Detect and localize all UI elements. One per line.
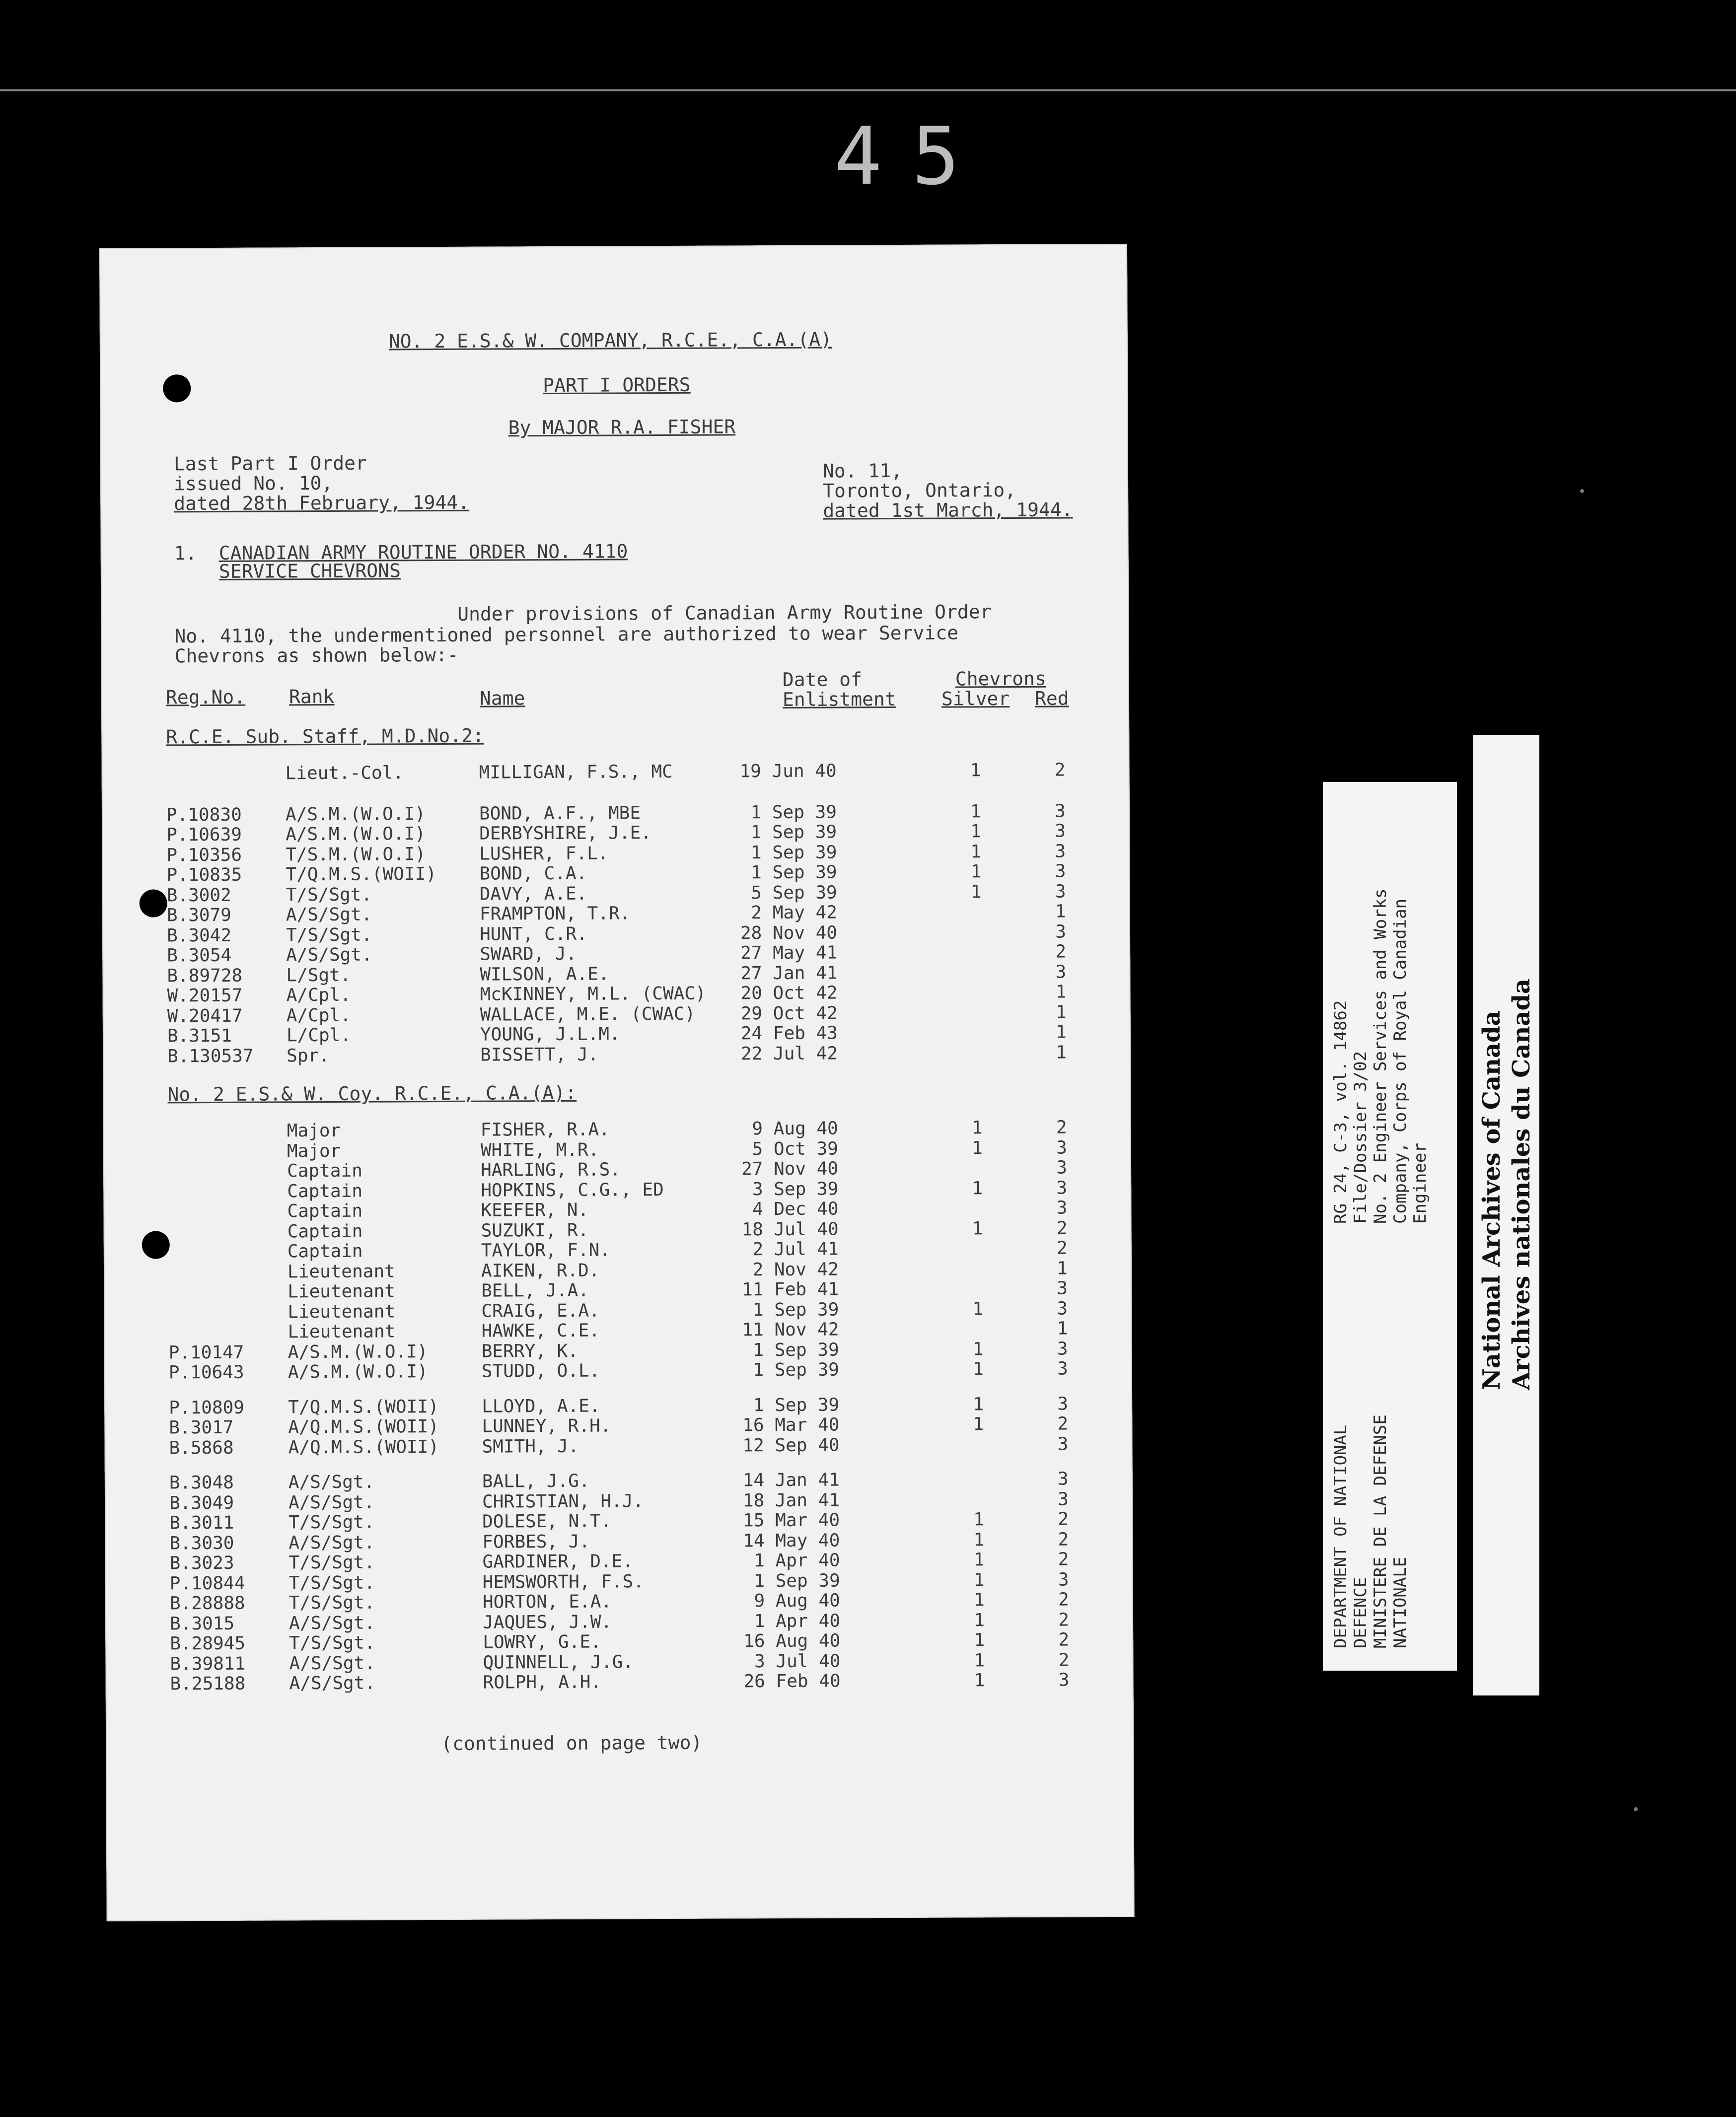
enlistment-date-cell: 1 Sep 39 (753, 1359, 839, 1381)
name-cell: KEEFER, N. (481, 1200, 589, 1221)
enlistment-date-cell: 19 Jun 40 (739, 761, 837, 782)
red-chevron-cell: 3 (1055, 962, 1067, 983)
enlistment-date-cell: 29 Oct 42 (740, 1003, 838, 1024)
enlistment-date-cell: 4 Dec 40 (752, 1199, 839, 1220)
enlistment-date-cell: 1 Sep 39 (750, 802, 837, 823)
ref-line-3: No. 2 Engineer Services and Works (1371, 888, 1390, 1224)
name-cell: SUZUKI, R. (481, 1220, 589, 1241)
red-chevron-cell: 2 (1054, 760, 1066, 780)
red-chevron-cell: 3 (1057, 1358, 1068, 1379)
red-chevron-cell: 1 (1055, 982, 1067, 1002)
rank-cell: T/S/Sgt. (286, 884, 372, 905)
reg-no-cell: W.20157 (167, 985, 243, 1006)
rank-cell: L/Cpl. (286, 1025, 352, 1046)
silver-chevron-cell: 1 (972, 1178, 983, 1199)
col-header-chevrons: Chevrons (955, 667, 1046, 690)
enlistment-date-cell: 11 Feb 41 (741, 1279, 839, 1300)
name-cell: CRAIG, E.A. (481, 1300, 600, 1322)
enlistment-date-cell: 1 Sep 39 (754, 1570, 840, 1591)
paragraph-line-3: Chevrons as shown below:- (174, 643, 459, 667)
silver-chevron-cell: 1 (971, 1118, 983, 1138)
col-header-name: Name (479, 687, 525, 709)
red-chevron-cell: 3 (1055, 841, 1066, 862)
rank-cell: T/S/Sgt. (289, 1572, 375, 1593)
reg-no-cell: B.3023 (169, 1552, 234, 1574)
red-chevron-cell: 2 (1058, 1529, 1069, 1550)
item-title: CANADIAN ARMY ROUTINE ORDER NO. 4110 (218, 540, 628, 564)
punch-hole (163, 374, 191, 402)
name-cell: LUNNEY, R.H. (482, 1415, 611, 1437)
name-cell: HORTON, E.A. (482, 1591, 612, 1613)
red-chevron-cell: 2 (1058, 1610, 1070, 1630)
order-date: dated 1st March, 1944. (823, 498, 1073, 522)
archive-reference-label (1323, 782, 1457, 1671)
rank-cell: Lieutenant (288, 1321, 396, 1342)
enlistment-date-cell: 3 Jul 40 (754, 1651, 841, 1672)
rank-cell: A/S/Sgt. (286, 904, 372, 925)
enlistment-date-cell: 16 Mar 40 (742, 1414, 840, 1436)
reg-no-cell: B.3042 (166, 925, 232, 946)
dept-line-2: DEFENCE (1351, 1577, 1371, 1648)
name-cell: CHRISTIAN, H.J. (482, 1490, 644, 1512)
red-chevron-cell: 3 (1055, 881, 1066, 902)
order-location: Toronto, Ontario, (823, 479, 1016, 502)
dept-line-4: NATIONALE (1390, 1556, 1410, 1648)
red-chevron-cell: 3 (1056, 1178, 1068, 1199)
red-chevron-cell: 2 (1058, 1589, 1069, 1610)
reg-no-cell: P.10809 (169, 1397, 244, 1418)
item-subtitle: SERVICE CHEVRONS (218, 560, 401, 582)
name-cell: BOND, C.A. (479, 863, 587, 884)
enlistment-date-cell: 1 Apr 40 (754, 1550, 840, 1571)
film-speck (1580, 489, 1584, 493)
reg-no-cell: B.89728 (167, 965, 243, 986)
name-cell: SMITH, J. (482, 1436, 579, 1457)
rank-cell: Spr. (287, 1045, 330, 1066)
col-header-rank: Rank (289, 685, 335, 708)
silver-chevron-cell: 1 (972, 1298, 984, 1319)
name-cell: HAWKE, C.E. (481, 1320, 600, 1341)
name-cell: AIKEN, R.D. (481, 1260, 600, 1281)
enlistment-date-cell: 9 Aug 40 (752, 1118, 838, 1139)
enlistment-date-cell: 1 Sep 39 (750, 822, 837, 843)
rank-cell: Captain (287, 1241, 363, 1262)
red-chevron-cell: 3 (1055, 861, 1066, 882)
dept-line-3: MINISTERE DE LA DEFENSE (1371, 1414, 1390, 1648)
col-header-date-2: Enlistment (782, 688, 896, 711)
section-1-heading: R.C.E. Sub. Staff, M.D.No.2: (166, 724, 484, 748)
red-chevron-cell: 1 (1057, 1318, 1068, 1339)
enlistment-date-cell: 24 Feb 43 (740, 1023, 838, 1044)
enlistment-date-cell: 12 Sep 40 (742, 1435, 840, 1456)
red-chevron-cell: 2 (1058, 1549, 1069, 1570)
dept-line-1: DEPARTMENT OF NATIONAL (1331, 1424, 1351, 1648)
name-cell: LUSHER, F.L. (479, 843, 609, 864)
red-chevron-cell: 3 (1055, 821, 1066, 842)
enlistment-date-cell: 1 Sep 39 (750, 842, 837, 863)
red-chevron-cell: 2 (1057, 1413, 1069, 1434)
rank-cell: A/S.M.(W.O.I) (285, 803, 426, 825)
silver-chevron-cell: 1 (973, 1414, 984, 1435)
enlistment-date-cell: 27 May 41 (740, 942, 838, 964)
rank-cell: A/S/Sgt. (286, 944, 372, 966)
rank-cell: A/S.M.(W.O.I) (288, 1341, 428, 1362)
name-cell: FISHER, R.A. (480, 1119, 610, 1140)
name-cell: LOWRY, G.E. (483, 1631, 601, 1653)
reg-no-cell: B.5868 (169, 1437, 234, 1458)
rank-cell: T/S/Sgt. (289, 1552, 375, 1573)
rank-cell: Captain (287, 1181, 363, 1201)
rank-cell: T/S/Sgt. (289, 1512, 375, 1533)
red-chevron-cell: 3 (1057, 1339, 1068, 1359)
file-reference-text (1331, 888, 1430, 1224)
silver-chevron-cell: 1 (973, 1529, 985, 1550)
red-chevron-cell: 1 (1055, 1002, 1067, 1023)
silver-chevron-cell: 1 (974, 1610, 985, 1630)
red-chevron-cell: 3 (1055, 921, 1066, 942)
reg-no-cell: B.28888 (169, 1593, 245, 1614)
name-cell: BELL, J.A. (481, 1280, 589, 1301)
reg-no-cell: B.3002 (166, 885, 231, 906)
enlistment-date-cell: 22 Jul 42 (740, 1043, 838, 1064)
col-header-silver: Silver (941, 688, 1010, 710)
rank-cell: A/S/Sgt. (289, 1673, 376, 1694)
name-cell: FORBES, J. (482, 1531, 590, 1552)
rank-cell: T/Q.M.S.(WOII) (286, 864, 437, 885)
enlistment-date-cell: 1 Sep 39 (753, 1395, 840, 1415)
enlistment-date-cell: 1 Sep 39 (751, 862, 837, 883)
enlistment-date-cell: 27 Nov 40 (741, 1158, 839, 1180)
archive-tag-text (1477, 979, 1536, 1390)
ref-line-5: Engineer (1410, 1142, 1430, 1224)
name-cell: HOPKINS, C.G., ED (481, 1179, 664, 1201)
red-chevron-cell: 3 (1058, 1670, 1070, 1691)
name-cell: DERBYSHIRE, J.E. (479, 823, 652, 844)
name-cell: GARDINER, D.E. (482, 1551, 634, 1572)
red-chevron-cell: 3 (1057, 1298, 1068, 1319)
silver-chevron-cell: 1 (970, 881, 982, 902)
red-chevron-cell: 1 (1055, 901, 1066, 922)
enlistment-date-cell: 2 May 42 (751, 902, 837, 923)
red-chevron-cell: 1 (1057, 1258, 1068, 1279)
enlistment-date-cell: 2 Nov 42 (752, 1259, 839, 1280)
red-chevron-cell: 2 (1055, 941, 1067, 962)
rank-cell: Captain (287, 1221, 363, 1242)
silver-chevron-cell: 1 (974, 1630, 985, 1651)
name-cell: MILLIGAN, F.S., MC (479, 761, 673, 783)
reg-no-cell: B.3151 (167, 1025, 232, 1047)
silver-chevron-cell: 1 (971, 1137, 983, 1158)
enlistment-date-cell: 14 May 40 (743, 1530, 840, 1551)
reg-no-cell: W.20417 (167, 1005, 243, 1026)
silver-chevron-cell: 1 (970, 841, 982, 862)
red-chevron-cell: 2 (1058, 1650, 1070, 1671)
name-cell: ROLPH, A.H. (483, 1672, 602, 1693)
rank-cell: T/S.M.(W.O.I) (286, 844, 426, 865)
last-order-line-2: issued No. 10, (173, 472, 333, 495)
reg-no-cell: B.3048 (169, 1472, 234, 1493)
archive-tag-line-2: Archives nationales du Canada (1508, 978, 1535, 1390)
silver-chevron-cell: 1 (974, 1670, 985, 1691)
silver-chevron-cell: 1 (973, 1590, 985, 1611)
reg-no-cell: B.3079 (166, 905, 232, 926)
rank-cell: T/S/Sgt. (289, 1632, 375, 1654)
archive-tag (1473, 735, 1539, 1695)
name-cell: DOLESE, N.T. (482, 1511, 612, 1532)
reg-no-cell: B.3049 (169, 1492, 234, 1513)
rank-cell: A/S/Sgt. (289, 1532, 375, 1553)
enlistment-date-cell: 27 Jan 41 (740, 963, 838, 984)
reg-no-cell: P.10639 (166, 824, 242, 846)
name-cell: JAQUES, J.W. (482, 1612, 612, 1633)
unit-title: NO. 2 E.S.& W. COMPANY, R.C.E., C.A.(A) (388, 328, 832, 353)
enlistment-date-cell: 9 Aug 40 (754, 1590, 840, 1612)
red-chevron-cell: 1 (1056, 1042, 1067, 1063)
rank-cell: A/S.M.(W.O.I) (286, 824, 426, 845)
rank-cell: Lieutenant (288, 1301, 396, 1322)
name-cell: WHITE, M.R. (480, 1139, 599, 1161)
silver-chevron-cell: 1 (973, 1550, 985, 1570)
enlistment-date-cell: 1 Sep 39 (752, 1299, 839, 1320)
silver-chevron-cell: 1 (973, 1569, 985, 1590)
silver-chevron-cell: 1 (973, 1509, 985, 1530)
paragraph-line-1: Under provisions of Canadian Army Routine Order (457, 601, 992, 625)
name-cell: WILSON, A.E. (480, 964, 609, 985)
silver-chevron-cell: 1 (970, 861, 982, 882)
red-chevron-cell: 3 (1057, 1278, 1068, 1299)
red-chevron-cell: 3 (1056, 1198, 1068, 1218)
name-cell: WALLACE, M.E. (CWAC) (480, 1003, 696, 1025)
rank-cell: A/S.M.(W.O.I) (288, 1361, 428, 1383)
reg-no-cell: B.3054 (167, 945, 232, 966)
name-cell: SWARD, J. (480, 943, 577, 965)
col-header-date-1: Date of (782, 668, 863, 691)
enlistment-date-cell: 5 Oct 39 (752, 1138, 839, 1159)
reg-no-cell: P.10147 (168, 1342, 244, 1363)
red-chevron-cell: 3 (1056, 1157, 1068, 1178)
name-cell: BISSETT, J. (480, 1044, 599, 1065)
name-cell: FRAMPTON, T.R. (479, 903, 631, 924)
red-chevron-cell: 2 (1058, 1629, 1070, 1650)
reg-no-cell: B.3011 (169, 1512, 234, 1534)
paragraph-line-2: No. 4110, the undermentioned personnel are authorized to wear Service (174, 622, 959, 647)
reg-no-cell: B.130537 (167, 1046, 254, 1066)
silver-chevron-cell: 1 (970, 821, 982, 842)
ref-line-1: RG 24, C-3, vol. 14862 (1331, 1000, 1351, 1224)
rank-cell: Captain (287, 1160, 362, 1182)
rank-cell: T/S/Sgt. (286, 924, 372, 945)
enlistment-date-cell: 2 Jul 41 (752, 1239, 839, 1260)
reg-no-cell: P.10844 (169, 1573, 245, 1594)
enlistment-date-cell: 1 Apr 40 (754, 1611, 841, 1631)
enlistment-date-cell: 3 Sep 39 (752, 1179, 839, 1200)
name-cell: BOND, A.F., MBE (479, 802, 641, 824)
red-chevron-cell: 3 (1057, 1394, 1069, 1414)
enlistment-date-cell: 14 Jan 41 (742, 1470, 840, 1491)
rank-cell: A/Cpl. (286, 1005, 351, 1026)
rank-cell: Lieutenant (288, 1281, 396, 1302)
reg-no-cell: B.28945 (170, 1633, 246, 1654)
table-row (104, 1359, 1132, 1383)
enlistment-date-cell: 1 Sep 39 (753, 1340, 839, 1360)
rank-cell: Lieut.-Col. (285, 763, 404, 784)
name-cell: McKINNEY, M.L. (CWAC) (480, 983, 706, 1005)
name-cell: HUNT, C.R. (479, 923, 587, 945)
red-chevron-cell: 2 (1058, 1509, 1069, 1530)
red-chevron-cell: 2 (1056, 1238, 1068, 1259)
enlistment-date-cell: 15 Mar 40 (743, 1510, 840, 1531)
order-document (99, 244, 1135, 1921)
red-chevron-cell: 3 (1058, 1489, 1069, 1510)
rank-cell: A/Cpl. (286, 985, 351, 1006)
reg-no-cell: B.39811 (170, 1653, 246, 1674)
col-header-red: Red (1034, 687, 1069, 709)
film-speck (1634, 1807, 1638, 1811)
reg-no-cell: B.3017 (169, 1417, 234, 1438)
rank-cell: A/S/Sgt. (288, 1472, 375, 1493)
name-cell: HEMSWORTH, F.S. (482, 1571, 644, 1593)
enlistment-date-cell: 26 Feb 40 (743, 1671, 841, 1692)
section-2-heading: No. 2 E.S.& W. Coy. R.C.E., C.A.(A): (167, 1081, 577, 1106)
name-cell: BERRY, K. (481, 1341, 579, 1362)
reg-no-cell: P.10356 (166, 845, 242, 865)
rank-cell: Captain (287, 1200, 363, 1222)
enlistment-date-cell: 11 Nov 42 (742, 1319, 839, 1341)
item-number: 1. (174, 542, 197, 565)
archive-reference-text (1331, 1414, 1410, 1648)
order-number: No. 11, (822, 459, 903, 482)
name-cell: QUINNELL, J.G. (483, 1651, 634, 1673)
name-cell: DAVY, A.E. (479, 883, 587, 905)
silver-chevron-cell: 1 (970, 801, 981, 822)
enlistment-date-cell: 18 Jan 41 (742, 1490, 840, 1511)
red-chevron-cell: 3 (1057, 1434, 1069, 1455)
archive-tag-line-1: National Archives of Canada (1478, 1010, 1506, 1390)
by-line: By MAJOR R.A. FISHER (508, 416, 736, 439)
reg-no-cell: P.10643 (168, 1362, 244, 1383)
frame-number: 45 (834, 110, 990, 203)
rank-cell: A/Q.M.S.(WOII) (288, 1436, 439, 1458)
rank-cell: A/S/Sgt. (289, 1613, 375, 1633)
silver-chevron-cell: 1 (972, 1339, 984, 1359)
reg-no-cell: B.25188 (170, 1673, 246, 1694)
table-row (103, 1042, 1131, 1066)
silver-chevron-cell: 1 (972, 1359, 984, 1380)
table-row (104, 1434, 1132, 1458)
rank-cell: Major (287, 1120, 341, 1141)
rank-cell: A/Q.M.S.(WOII) (288, 1416, 439, 1438)
rank-cell: T/S/Sgt. (289, 1592, 375, 1614)
film-edge-line (0, 89, 1736, 91)
red-chevron-cell: 3 (1058, 1569, 1069, 1590)
rank-cell: A/S/Sgt. (288, 1492, 375, 1513)
name-cell: HARLING, R.S. (481, 1159, 621, 1181)
continued-note: (continued on page two) (441, 1731, 703, 1755)
rank-cell: Major (287, 1140, 341, 1161)
name-cell: YOUNG, J.L.M. (480, 1024, 620, 1045)
silver-chevron-cell: 1 (974, 1650, 985, 1671)
name-cell: LLOYD, A.E. (482, 1396, 600, 1417)
enlistment-date-cell: 5 Sep 39 (751, 882, 837, 903)
silver-chevron-cell: 1 (973, 1394, 984, 1414)
col-header-reg: Reg.No. (165, 686, 246, 708)
silver-chevron-cell: 1 (972, 1218, 983, 1239)
red-chevron-cell: 3 (1057, 1469, 1069, 1489)
enlistment-date-cell: 28 Nov 40 (740, 922, 838, 943)
name-cell: BALL, J.G. (482, 1471, 590, 1492)
reg-no-cell: B.3015 (170, 1613, 235, 1634)
rank-cell: T/Q.M.S.(WOII) (288, 1396, 439, 1417)
part-title: PART I ORDERS (543, 373, 691, 397)
reg-no-cell: P.10830 (166, 804, 242, 825)
rank-cell: Lieutenant (287, 1261, 395, 1282)
enlistment-date-cell: 16 Aug 40 (743, 1630, 841, 1652)
rank-cell: L/Sgt. (286, 965, 351, 986)
red-chevron-cell: 1 (1055, 1022, 1067, 1043)
last-order-line-1: Last Part I Order (173, 452, 367, 475)
silver-chevron-cell: 1 (970, 760, 981, 781)
table-row (106, 1670, 1134, 1694)
enlistment-date-cell: 18 Jul 40 (741, 1219, 839, 1240)
red-chevron-cell: 3 (1056, 1137, 1067, 1158)
name-cell: TAYLOR, F.N. (481, 1240, 610, 1261)
table-row (102, 760, 1130, 784)
reg-no-cell: B.3030 (169, 1533, 234, 1553)
reg-no-cell: P.10835 (166, 864, 242, 886)
last-order-line-3: dated 28th February, 1944. (174, 491, 470, 515)
name-cell: STUDD, O.L. (481, 1360, 600, 1382)
ref-line-2: File/Dossier 3/02 (1351, 1051, 1371, 1224)
red-chevron-cell: 2 (1056, 1117, 1067, 1138)
red-chevron-cell: 2 (1056, 1218, 1068, 1239)
rank-cell: A/S/Sgt. (289, 1653, 375, 1674)
red-chevron-cell: 3 (1055, 801, 1066, 822)
ref-line-4: Company, Corps of Royal Canadian (1390, 898, 1410, 1224)
enlistment-date-cell: 20 Oct 42 (740, 983, 838, 1004)
